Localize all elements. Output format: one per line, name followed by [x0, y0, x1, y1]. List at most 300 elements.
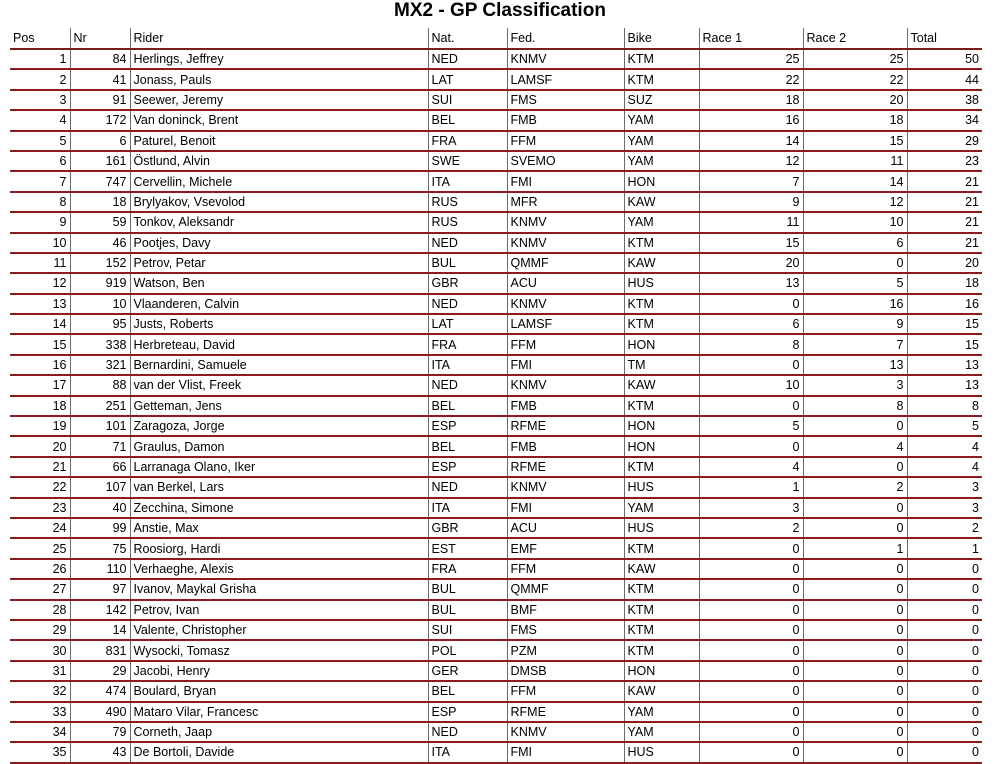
- cell-nat: NED: [428, 49, 507, 69]
- cell-race1: 2: [699, 518, 803, 538]
- table-row: [10, 722, 982, 742]
- column-header-nr: Nr: [70, 28, 130, 49]
- cell-nat: ESP: [428, 457, 507, 477]
- table-row: [10, 477, 982, 497]
- cell-bike: KAW: [624, 681, 699, 701]
- cell-fed: DMSB: [507, 661, 624, 681]
- cell-bike: KAW: [624, 559, 699, 579]
- cell-nr: 747: [70, 171, 130, 191]
- cell-race2: 1: [803, 538, 907, 558]
- cell-nat: LAT: [428, 314, 507, 334]
- cell-rider: Zecchina, Simone: [130, 498, 428, 518]
- table-row: [10, 90, 982, 110]
- cell-race2: 0: [803, 579, 907, 599]
- cell-nr: 110: [70, 559, 130, 579]
- cell-race2: 0: [803, 253, 907, 273]
- cell-rider: Anstie, Max: [130, 518, 428, 538]
- cell-nr: 142: [70, 600, 130, 620]
- cell-fed: KNMV: [507, 477, 624, 497]
- cell-bike: SUZ: [624, 90, 699, 110]
- cell-pos: 2: [10, 69, 70, 89]
- cell-bike: KTM: [624, 600, 699, 620]
- classification-table: [10, 28, 982, 764]
- cell-total: 21: [907, 192, 982, 212]
- cell-nr: 91: [70, 90, 130, 110]
- cell-total: 20: [907, 253, 982, 273]
- cell-nat: BUL: [428, 600, 507, 620]
- cell-bike: HON: [624, 334, 699, 354]
- cell-race2: 10: [803, 212, 907, 232]
- cell-nr: 43: [70, 742, 130, 762]
- cell-total: 0: [907, 681, 982, 701]
- cell-race1: 9: [699, 192, 803, 212]
- cell-rider: Van doninck, Brent: [130, 110, 428, 130]
- cell-nr: 40: [70, 498, 130, 518]
- cell-bike: HUS: [624, 742, 699, 762]
- cell-nat: RUS: [428, 212, 507, 232]
- table-row: [10, 375, 982, 395]
- cell-race2: 0: [803, 600, 907, 620]
- cell-rider: Zaragoza, Jorge: [130, 416, 428, 436]
- cell-fed: MFR: [507, 192, 624, 212]
- cell-nr: 172: [70, 110, 130, 130]
- cell-nr: 79: [70, 722, 130, 742]
- cell-race2: 14: [803, 171, 907, 191]
- cell-nr: 99: [70, 518, 130, 538]
- cell-nat: LAT: [428, 69, 507, 89]
- cell-nat: BUL: [428, 253, 507, 273]
- table-body: [10, 49, 982, 763]
- cell-bike: HON: [624, 436, 699, 456]
- cell-race2: 11: [803, 151, 907, 171]
- table-row: [10, 355, 982, 375]
- cell-rider: Watson, Ben: [130, 273, 428, 293]
- cell-bike: KTM: [624, 579, 699, 599]
- table-row: [10, 681, 982, 701]
- cell-rider: Larranaga Olano, Iker: [130, 457, 428, 477]
- cell-total: 18: [907, 273, 982, 293]
- table-row: [10, 253, 982, 273]
- cell-bike: HON: [624, 416, 699, 436]
- cell-fed: FMI: [507, 171, 624, 191]
- cell-race1: 0: [699, 396, 803, 416]
- cell-fed: FFM: [507, 131, 624, 151]
- cell-fed: FMI: [507, 498, 624, 518]
- table-row: [10, 131, 982, 151]
- cell-nat: ITA: [428, 171, 507, 191]
- cell-nat: FRA: [428, 559, 507, 579]
- cell-fed: FMS: [507, 620, 624, 640]
- cell-race2: 0: [803, 416, 907, 436]
- table-row: [10, 314, 982, 334]
- cell-total: 0: [907, 640, 982, 660]
- cell-total: 0: [907, 559, 982, 579]
- cell-nr: 18: [70, 192, 130, 212]
- cell-rider: Herbreteau, David: [130, 334, 428, 354]
- cell-bike: YAM: [624, 212, 699, 232]
- cell-fed: KNMV: [507, 375, 624, 395]
- cell-fed: LAMSF: [507, 69, 624, 89]
- cell-pos: 32: [10, 681, 70, 701]
- cell-rider: Jacobi, Henry: [130, 661, 428, 681]
- cell-race1: 0: [699, 538, 803, 558]
- cell-rider: Bernardini, Samuele: [130, 355, 428, 375]
- cell-race1: 22: [699, 69, 803, 89]
- cell-race2: 6: [803, 233, 907, 253]
- cell-nr: 161: [70, 151, 130, 171]
- cell-nat: FRA: [428, 334, 507, 354]
- cell-fed: FMS: [507, 90, 624, 110]
- cell-nr: 474: [70, 681, 130, 701]
- cell-nr: 490: [70, 702, 130, 722]
- cell-pos: 35: [10, 742, 70, 762]
- cell-nat: NED: [428, 233, 507, 253]
- cell-fed: FFM: [507, 559, 624, 579]
- cell-fed: SVEMO: [507, 151, 624, 171]
- cell-nr: 152: [70, 253, 130, 273]
- column-header-nat: Nat.: [428, 28, 507, 49]
- cell-nat: ESP: [428, 416, 507, 436]
- cell-race2: 0: [803, 702, 907, 722]
- cell-pos: 8: [10, 192, 70, 212]
- table-row: [10, 273, 982, 293]
- cell-bike: KTM: [624, 314, 699, 334]
- cell-fed: KNMV: [507, 294, 624, 314]
- cell-nat: NED: [428, 375, 507, 395]
- cell-bike: KAW: [624, 192, 699, 212]
- cell-fed: KNMV: [507, 49, 624, 69]
- cell-race1: 0: [699, 294, 803, 314]
- cell-nr: 321: [70, 355, 130, 375]
- cell-bike: TM: [624, 355, 699, 375]
- table-row: [10, 151, 982, 171]
- cell-fed: EMF: [507, 538, 624, 558]
- cell-race1: 5: [699, 416, 803, 436]
- cell-race1: 0: [699, 436, 803, 456]
- cell-race2: 0: [803, 681, 907, 701]
- table-row: [10, 742, 982, 762]
- cell-bike: HUS: [624, 518, 699, 538]
- cell-race2: 12: [803, 192, 907, 212]
- cell-pos: 9: [10, 212, 70, 232]
- table-row: [10, 600, 982, 620]
- cell-bike: YAM: [624, 702, 699, 722]
- cell-rider: Mataro Vilar, Francesc: [130, 702, 428, 722]
- cell-pos: 29: [10, 620, 70, 640]
- column-header-pos: Pos: [10, 28, 70, 49]
- cell-bike: YAM: [624, 151, 699, 171]
- cell-race2: 0: [803, 722, 907, 742]
- cell-bike: KTM: [624, 49, 699, 69]
- table-row: [10, 334, 982, 354]
- column-header-rider: Rider: [130, 28, 428, 49]
- cell-pos: 22: [10, 477, 70, 497]
- cell-rider: Petrov, Petar: [130, 253, 428, 273]
- cell-nat: ITA: [428, 498, 507, 518]
- cell-rider: Roosiorg, Hardi: [130, 538, 428, 558]
- cell-total: 0: [907, 702, 982, 722]
- cell-fed: FMI: [507, 355, 624, 375]
- table-row: [10, 702, 982, 722]
- cell-pos: 10: [10, 233, 70, 253]
- cell-race1: 13: [699, 273, 803, 293]
- cell-nat: NED: [428, 722, 507, 742]
- cell-race2: 0: [803, 559, 907, 579]
- cell-fed: KNMV: [507, 233, 624, 253]
- table-row: [10, 579, 982, 599]
- cell-pos: 30: [10, 640, 70, 660]
- cell-rider: Wysocki, Tomasz: [130, 640, 428, 660]
- table-header-row: [10, 28, 982, 49]
- cell-race1: 7: [699, 171, 803, 191]
- cell-bike: KTM: [624, 294, 699, 314]
- cell-race2: 22: [803, 69, 907, 89]
- cell-nat: ITA: [428, 742, 507, 762]
- cell-race2: 9: [803, 314, 907, 334]
- cell-nat: EST: [428, 538, 507, 558]
- cell-race1: 12: [699, 151, 803, 171]
- cell-rider: Östlund, Alvin: [130, 151, 428, 171]
- cell-race2: 18: [803, 110, 907, 130]
- table-row: [10, 498, 982, 518]
- cell-total: 0: [907, 600, 982, 620]
- cell-fed: QMMF: [507, 253, 624, 273]
- table-row: [10, 171, 982, 191]
- cell-bike: YAM: [624, 131, 699, 151]
- cell-nr: 107: [70, 477, 130, 497]
- cell-nr: 6: [70, 131, 130, 151]
- cell-bike: KTM: [624, 457, 699, 477]
- cell-rider: Verhaeghe, Alexis: [130, 559, 428, 579]
- cell-total: 1: [907, 538, 982, 558]
- cell-total: 0: [907, 579, 982, 599]
- cell-race1: 0: [699, 355, 803, 375]
- cell-nat: GBR: [428, 518, 507, 538]
- table-row: [10, 212, 982, 232]
- cell-rider: van Berkel, Lars: [130, 477, 428, 497]
- table-row: [10, 640, 982, 660]
- cell-fed: FMB: [507, 396, 624, 416]
- cell-fed: RFME: [507, 457, 624, 477]
- cell-total: 23: [907, 151, 982, 171]
- cell-nr: 84: [70, 49, 130, 69]
- cell-rider: Petrov, Ivan: [130, 600, 428, 620]
- cell-total: 3: [907, 498, 982, 518]
- cell-fed: KNMV: [507, 212, 624, 232]
- table-row: [10, 416, 982, 436]
- cell-bike: KTM: [624, 69, 699, 89]
- cell-race1: 0: [699, 559, 803, 579]
- cell-pos: 25: [10, 538, 70, 558]
- cell-race2: 0: [803, 640, 907, 660]
- cell-pos: 16: [10, 355, 70, 375]
- cell-pos: 6: [10, 151, 70, 171]
- cell-race2: 25: [803, 49, 907, 69]
- table-row: [10, 396, 982, 416]
- cell-rider: van der Vlist, Freek: [130, 375, 428, 395]
- cell-fed: FFM: [507, 334, 624, 354]
- cell-total: 15: [907, 334, 982, 354]
- cell-fed: PZM: [507, 640, 624, 660]
- cell-nr: 66: [70, 457, 130, 477]
- cell-rider: Pootjes, Davy: [130, 233, 428, 253]
- cell-race1: 4: [699, 457, 803, 477]
- cell-race2: 7: [803, 334, 907, 354]
- cell-nr: 41: [70, 69, 130, 89]
- cell-fed: BMF: [507, 600, 624, 620]
- cell-rider: Paturel, Benoit: [130, 131, 428, 151]
- cell-race2: 0: [803, 661, 907, 681]
- cell-total: 44: [907, 69, 982, 89]
- cell-bike: KTM: [624, 233, 699, 253]
- cell-nat: ITA: [428, 355, 507, 375]
- cell-nat: RUS: [428, 192, 507, 212]
- cell-race1: 25: [699, 49, 803, 69]
- cell-race2: 15: [803, 131, 907, 151]
- cell-race1: 6: [699, 314, 803, 334]
- cell-race2: 8: [803, 396, 907, 416]
- cell-race2: 3: [803, 375, 907, 395]
- cell-rider: Valente, Christopher: [130, 620, 428, 640]
- table-row: [10, 457, 982, 477]
- cell-total: 0: [907, 620, 982, 640]
- cell-fed: FFM: [507, 681, 624, 701]
- cell-race1: 3: [699, 498, 803, 518]
- cell-fed: ACU: [507, 273, 624, 293]
- cell-pos: 1: [10, 49, 70, 69]
- table-row: [10, 110, 982, 130]
- cell-pos: 27: [10, 579, 70, 599]
- cell-race1: 0: [699, 661, 803, 681]
- cell-pos: 3: [10, 90, 70, 110]
- cell-nr: 14: [70, 620, 130, 640]
- cell-pos: 4: [10, 110, 70, 130]
- cell-nat: NED: [428, 294, 507, 314]
- cell-nr: 71: [70, 436, 130, 456]
- cell-race1: 0: [699, 681, 803, 701]
- cell-bike: KTM: [624, 538, 699, 558]
- cell-race2: 0: [803, 620, 907, 640]
- cell-rider: Corneth, Jaap: [130, 722, 428, 742]
- cell-fed: FMB: [507, 110, 624, 130]
- cell-nat: BEL: [428, 681, 507, 701]
- cell-rider: Ivanov, Maykal Grisha: [130, 579, 428, 599]
- cell-nat: ESP: [428, 702, 507, 722]
- cell-fed: LAMSF: [507, 314, 624, 334]
- cell-nat: FRA: [428, 131, 507, 151]
- cell-pos: 28: [10, 600, 70, 620]
- cell-total: 0: [907, 742, 982, 762]
- cell-pos: 13: [10, 294, 70, 314]
- cell-bike: KTM: [624, 640, 699, 660]
- cell-fed: RFME: [507, 416, 624, 436]
- cell-race2: 20: [803, 90, 907, 110]
- cell-rider: Tonkov, Aleksandr: [130, 212, 428, 232]
- cell-race2: 2: [803, 477, 907, 497]
- cell-total: 21: [907, 171, 982, 191]
- cell-bike: KTM: [624, 620, 699, 640]
- cell-rider: Vlaanderen, Calvin: [130, 294, 428, 314]
- cell-total: 3: [907, 477, 982, 497]
- cell-fed: ACU: [507, 518, 624, 538]
- cell-race2: 0: [803, 742, 907, 762]
- cell-race1: 10: [699, 375, 803, 395]
- table-row: [10, 661, 982, 681]
- cell-total: 8: [907, 396, 982, 416]
- cell-nat: NED: [428, 477, 507, 497]
- cell-total: 29: [907, 131, 982, 151]
- cell-nr: 46: [70, 233, 130, 253]
- cell-rider: Brylyakov, Vsevolod: [130, 192, 428, 212]
- cell-nat: BUL: [428, 579, 507, 599]
- cell-nr: 338: [70, 334, 130, 354]
- column-header-bike: Bike: [624, 28, 699, 49]
- cell-nr: 251: [70, 396, 130, 416]
- cell-total: 16: [907, 294, 982, 314]
- cell-total: 4: [907, 457, 982, 477]
- cell-race2: 13: [803, 355, 907, 375]
- cell-race1: 16: [699, 110, 803, 130]
- cell-pos: 7: [10, 171, 70, 191]
- cell-rider: Cervellin, Michele: [130, 171, 428, 191]
- cell-nr: 10: [70, 294, 130, 314]
- cell-nat: BEL: [428, 110, 507, 130]
- cell-pos: 18: [10, 396, 70, 416]
- cell-bike: YAM: [624, 110, 699, 130]
- cell-pos: 14: [10, 314, 70, 334]
- cell-total: 2: [907, 518, 982, 538]
- cell-total: 4: [907, 436, 982, 456]
- cell-race2: 0: [803, 457, 907, 477]
- cell-rider: Graulus, Damon: [130, 436, 428, 456]
- cell-total: 15: [907, 314, 982, 334]
- cell-nr: 29: [70, 661, 130, 681]
- cell-race1: 20: [699, 253, 803, 273]
- cell-pos: 23: [10, 498, 70, 518]
- cell-pos: 15: [10, 334, 70, 354]
- column-header-race1: Race 1: [699, 28, 803, 49]
- cell-nr: 88: [70, 375, 130, 395]
- cell-race2: 0: [803, 498, 907, 518]
- table-row: [10, 69, 982, 89]
- cell-pos: 34: [10, 722, 70, 742]
- cell-pos: 26: [10, 559, 70, 579]
- cell-pos: 33: [10, 702, 70, 722]
- cell-total: 50: [907, 49, 982, 69]
- cell-bike: YAM: [624, 498, 699, 518]
- cell-race1: 1: [699, 477, 803, 497]
- cell-race1: 0: [699, 579, 803, 599]
- cell-rider: Boulard, Bryan: [130, 681, 428, 701]
- cell-total: 21: [907, 233, 982, 253]
- cell-nat: SUI: [428, 90, 507, 110]
- cell-bike: HON: [624, 661, 699, 681]
- cell-total: 0: [907, 722, 982, 742]
- cell-bike: HUS: [624, 477, 699, 497]
- cell-nat: GER: [428, 661, 507, 681]
- cell-rider: Herlings, Jeffrey: [130, 49, 428, 69]
- cell-race1: 0: [699, 640, 803, 660]
- table-row: [10, 49, 982, 69]
- cell-bike: HUS: [624, 273, 699, 293]
- cell-nr: 97: [70, 579, 130, 599]
- table-row: [10, 436, 982, 456]
- cell-race2: 5: [803, 273, 907, 293]
- column-header-race2: Race 2: [803, 28, 907, 49]
- column-header-total: Total: [907, 28, 982, 49]
- cell-nat: BEL: [428, 436, 507, 456]
- table-row: [10, 233, 982, 253]
